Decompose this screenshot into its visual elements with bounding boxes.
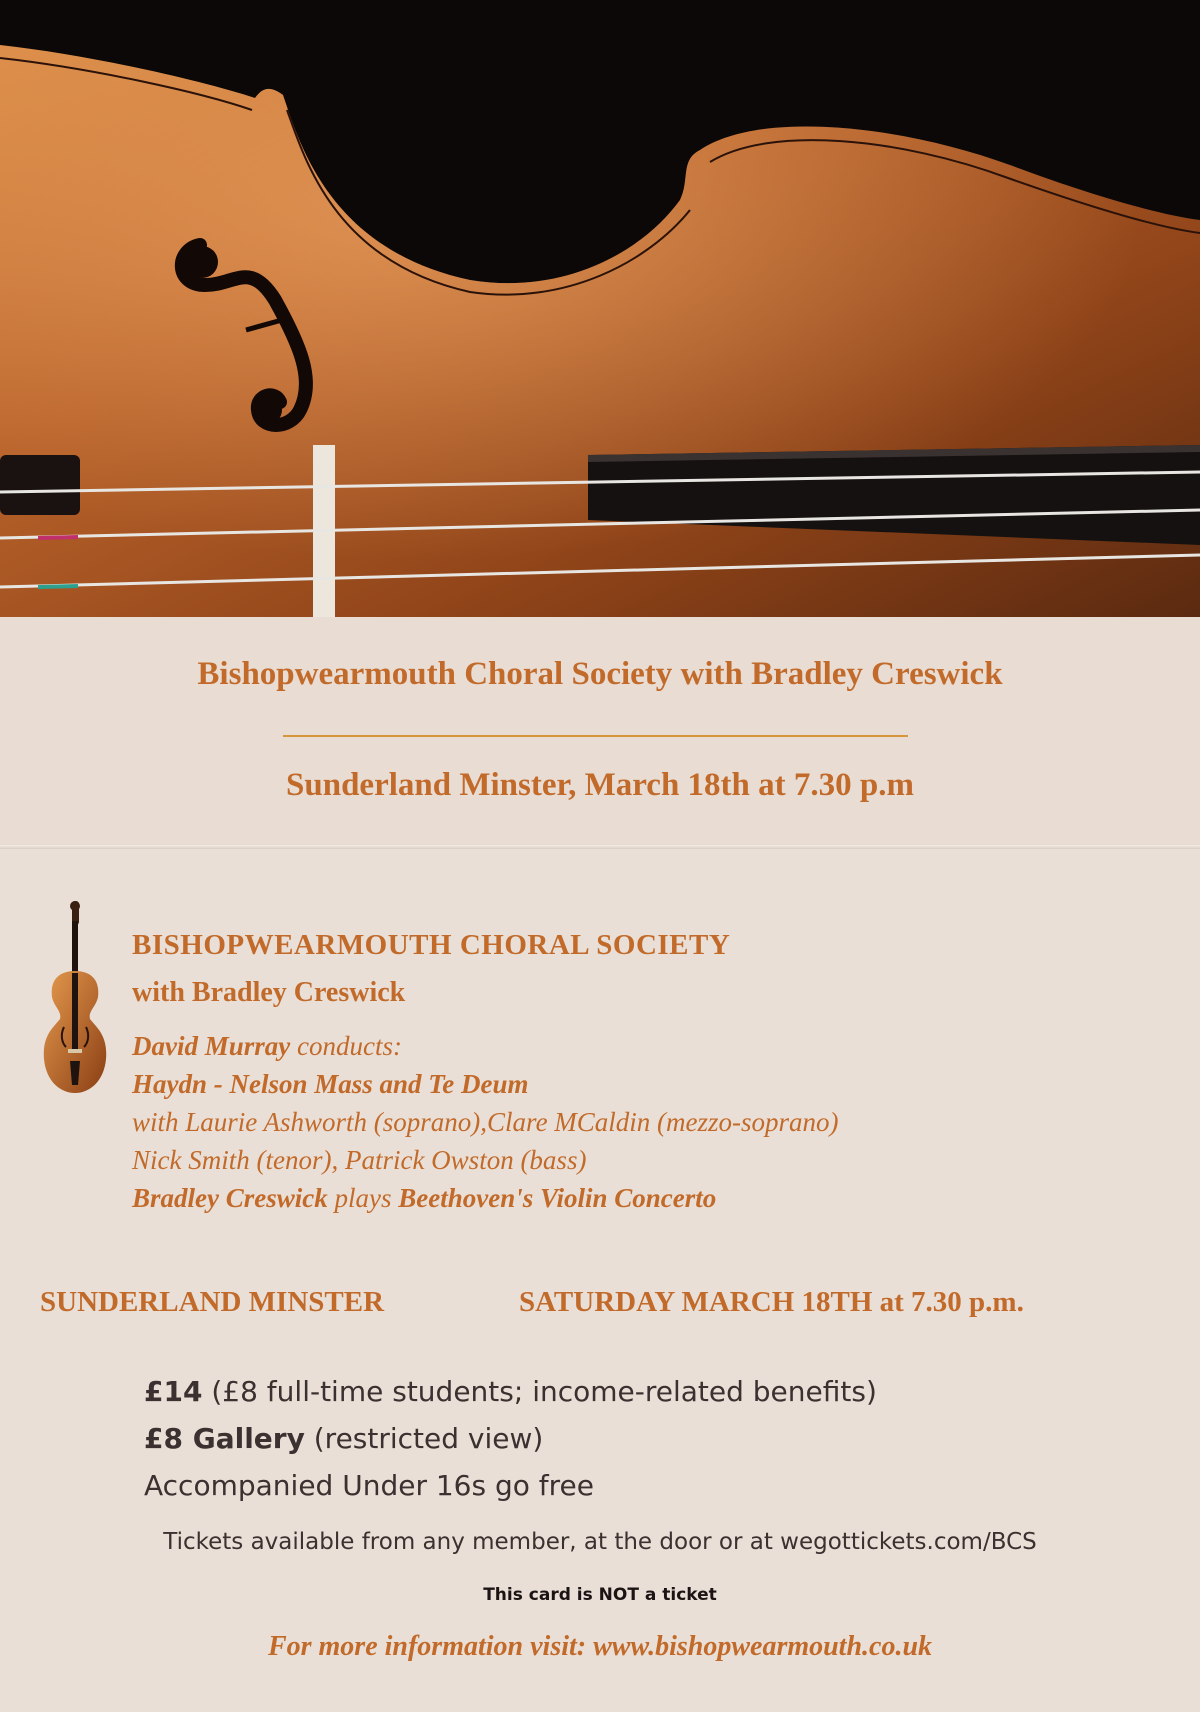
- violin-icon: [40, 901, 110, 1101]
- price-gallery-amount: £8 Gallery: [144, 1422, 305, 1455]
- work-beethoven: Beethoven's Violin Concerto: [398, 1183, 717, 1213]
- violin-photo: [0, 0, 1200, 617]
- not-a-ticket-notice: This card is NOT a ticket: [483, 1585, 717, 1605]
- conductor-suffix: conducts:: [290, 1031, 402, 1061]
- flyer-front: [0, 0, 1200, 845]
- front-divider: [283, 735, 908, 737]
- concerto-line: [132, 1183, 716, 1214]
- price-standard: [144, 1375, 877, 1408]
- price-gallery-detail: (restricted view): [304, 1422, 544, 1455]
- back-heading: BISHOPWEARMOUTH CHORAL SOCIETY: [132, 929, 731, 961]
- back-subheading: with Bradley Creswick: [132, 977, 406, 1008]
- conductor-line: [132, 1031, 402, 1062]
- more-info-link[interactable]: For more information visit: www.bishopwearmouth.co.uk: [267, 1631, 933, 1662]
- ticket-info: Tickets available from any member, at the door or at wegottickets.com/BCS: [163, 1529, 1037, 1555]
- front-title: Bishopwearmouth Choral Society with Bradley Creswick: [197, 656, 1003, 692]
- plays-word: plays: [327, 1183, 399, 1213]
- violin-closeup-illustration: [0, 0, 1200, 617]
- conductor-name: David Murray: [132, 1031, 291, 1061]
- price-under-16: Accompanied Under 16s go free: [144, 1469, 594, 1502]
- price-standard-detail: (£8 full-time students; income-related benefits): [202, 1375, 877, 1408]
- venue: SUNDERLAND MINSTER: [40, 1286, 385, 1318]
- event-date: SATURDAY MARCH 18TH at 7.30 p.m.: [519, 1286, 1024, 1318]
- work-haydn: Haydn - Nelson Mass and Te Deum: [132, 1069, 529, 1099]
- soloists-line-1: with Laurie Ashworth (soprano),Clare MCaldin (mezzo-soprano): [132, 1107, 839, 1137]
- price-standard-amount: £14: [144, 1375, 203, 1408]
- soloist-name: Bradley Creswick: [132, 1183, 328, 1213]
- front-subtitle: Sunderland Minster, March 18th at 7.30 p.m: [286, 767, 914, 803]
- price-gallery: [144, 1422, 543, 1455]
- flyer-back: [0, 849, 1200, 1712]
- soloists-line-2: Nick Smith (tenor), Patrick Owston (bass): [132, 1145, 587, 1175]
